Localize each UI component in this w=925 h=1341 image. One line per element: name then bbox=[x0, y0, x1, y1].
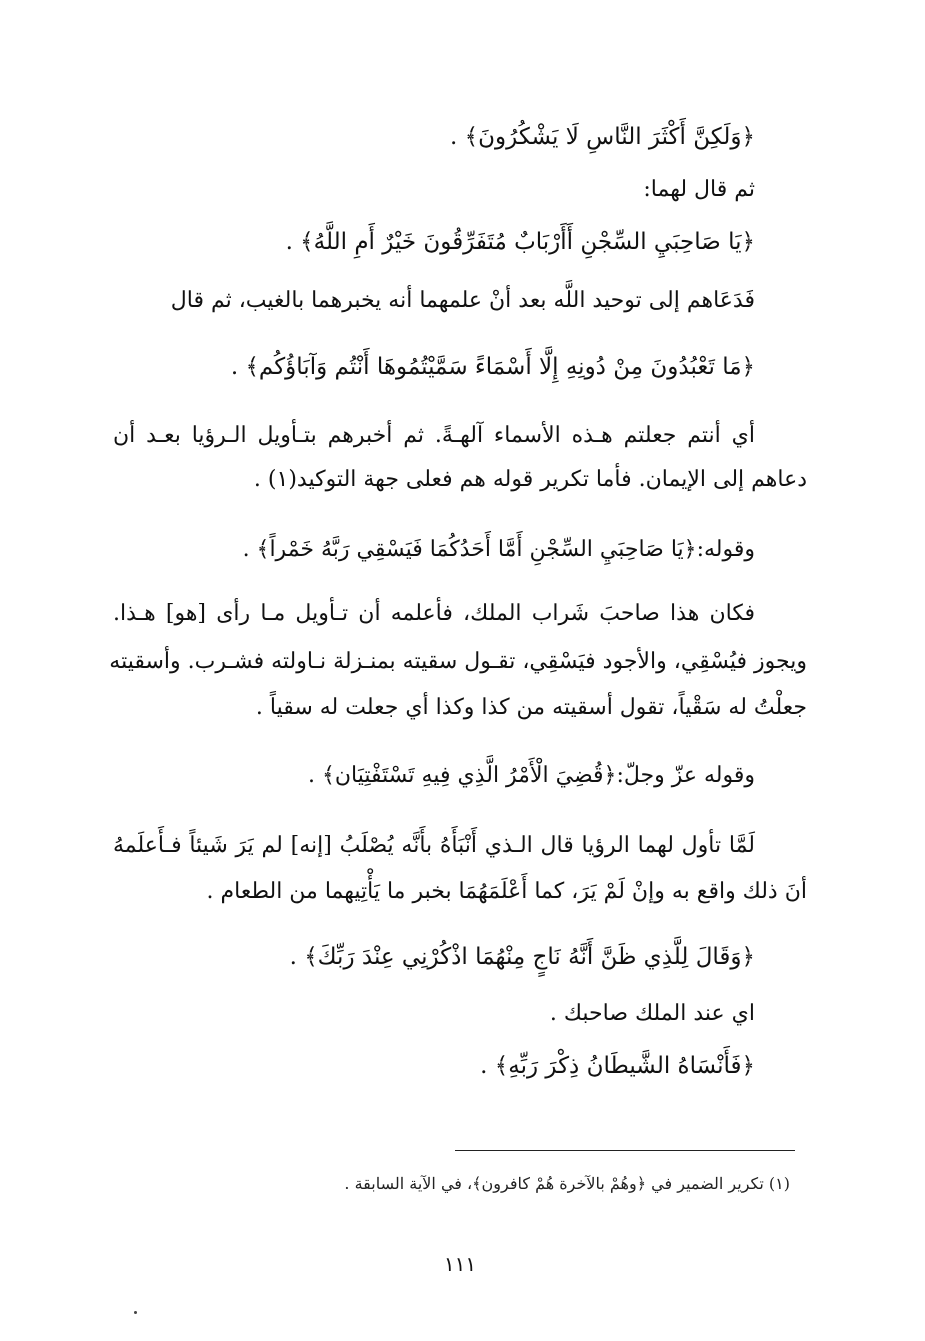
quran-verse: ﴿وَقَالَ لِلَّذِي ظَنَّ أَنَّهُ نَاجٍ مِنْهُمَا اذْكُرْنِي عِنْدَ رَبِّكَ﴾ . bbox=[289, 944, 755, 970]
quran-verse: ﴿يَا صَاحِبَيِ السِّجْنِ أَأَرْبَابٌ مُتَفَرِّقُونَ خَيْرٌ أَمِ اللَّهُ﴾ . bbox=[285, 229, 755, 255]
paragraph-line: أي أنتم جعلتم هـذه الأسماء آلهـةً. ثم أخبرهم بتـأويل الـرؤيا بعـد أن bbox=[113, 423, 755, 448]
footnote: (١) تكرير الضمير في ﴿وهُمْ بالآخرة هُمْ كافرون﴾، في الآية السابقة . bbox=[344, 1174, 790, 1193]
paragraph-line: ويجوز فيُسْقِي، والأجود فيَسْقِي، تقـول سقيته بمنـزلة نـاولته فشـرب. وأسقيته bbox=[109, 649, 807, 674]
footnote-divider bbox=[455, 1150, 795, 1151]
text-line: ثم قال لهما: bbox=[643, 177, 755, 202]
text-line: اي عند الملك صاحبك . bbox=[549, 1001, 755, 1026]
page-number: ١١١ bbox=[443, 1252, 477, 1276]
paragraph-line: دعاهم إلى الإيمان. فأما تكرير قوله هم فعلى جهة التوكيد(١) . bbox=[253, 467, 807, 492]
scan-speck bbox=[134, 1311, 137, 1314]
quran-verse: ﴿مَا تَعْبُدُونَ مِنْ دُونِهِ إِلَّا أَسْمَاءً سَمَّيْتُمُوهَا أَنْتُم وَآبَاؤُكُم﴾ . bbox=[230, 354, 755, 380]
quran-verse: وقوله عزّ وجلّ:﴿قُضِيَ الْأَمْرُ الَّذِي فِيهِ تَسْتَفْتِيَان﴾ . bbox=[308, 763, 755, 788]
paragraph-line: فكان هذا صاحبَ شَراب الملك، فأعلمه أن تـأويل مـا رأى [هو] هـذا. bbox=[113, 601, 755, 626]
paragraph-line: لَمَّا تأول لهما الرؤيا قال الـذي أَنْبَأَهُ بأَنَّه يُصْلَبُ [إنه] لم يَرَ شَيئاً فـأَعلَمهُ bbox=[113, 833, 755, 858]
text-line: فَدَعَاهم إلى توحيد اللَّه بعد أنْ علمهما أنه يخبرهما بالغيب، ثم قال bbox=[170, 288, 755, 313]
quran-verse: ﴿فَأَنْسَاهُ الشَّيطَانُ ذِكْرَ رَبِّهِ﴾ . bbox=[480, 1053, 755, 1079]
quran-verse: وقوله:﴿يَا صَاحِبَيِ السِّجْنِ أَمَّا أَحَدُكُمَا فَيَسْقِي رَبَّهُ خَمْراً﴾ . bbox=[242, 537, 755, 562]
paragraph-line: جعلْتُ له سَقْياً، تقول أسقيته من كذا وكذا أي جعلت له سقياً . bbox=[255, 695, 807, 720]
paragraph-line: أنَ ذلك واقع به وإنْ لَمْ يَرَ، كما أَعْلَمَهُمَا بخبر ما يَأْتِيهما من الطعام . bbox=[206, 879, 807, 904]
quran-verse: ﴿وَلَكِنَّ أَكْثَرَ النَّاسِ لَا يَشْكُرُونَ﴾ . bbox=[450, 124, 755, 150]
